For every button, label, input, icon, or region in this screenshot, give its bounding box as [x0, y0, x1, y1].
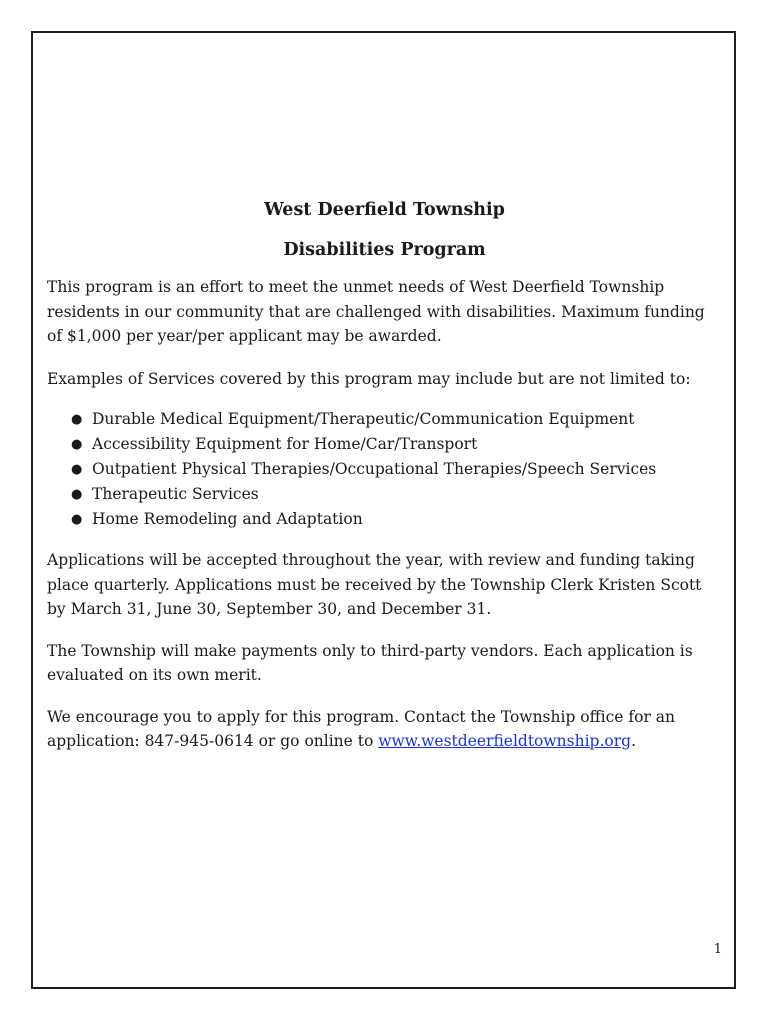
list-item — [71, 407, 722, 432]
contact-paragraph — [47, 705, 722, 754]
website-link[interactable]: www.westdeerfieldtownship.org — [378, 732, 632, 750]
service-label: Durable Medical Equipment/Therapeutic/Communication Equipment — [92, 410, 635, 428]
service-label: Home Remodeling and Adaptation — [92, 510, 363, 528]
intro-paragraph: This program is an effort to meet the unmet needs of West Deerfield Township residents in our community that are challenged with disabilities. Maximum funding of $1,000 per year/per applicant may be awarded. — [47, 278, 705, 345]
bullet-icon: ● — [71, 462, 83, 477]
document-subtitle: Disabilities Program — [283, 240, 486, 260]
list-item — [71, 482, 722, 507]
bullet-icon: ● — [71, 487, 83, 502]
list-item — [71, 432, 722, 457]
contact-suffix: . — [631, 732, 636, 750]
bullet-icon: ● — [71, 512, 83, 527]
applications-paragraph: Applications will be accepted throughout the year, with review and funding taking place quarterly. Applications must be received by the Township Clerk Kristen Scott by March 31, June 30, September 30, and December 31. — [47, 551, 702, 618]
bullet-icon: ● — [71, 437, 83, 452]
service-label: Accessibility Equipment for Home/Car/Transport — [92, 435, 478, 453]
service-label: Outpatient Physical Therapies/Occupational Therapies/Speech Services — [92, 460, 657, 478]
services-list — [47, 407, 722, 532]
service-label: Therapeutic Services — [92, 485, 259, 503]
list-item — [71, 507, 722, 532]
contact-text: We encourage you to apply for this program. Contact the Township office for an application: 847-945-0614 or go online to — [47, 707, 676, 750]
payments-paragraph: The Township will make payments only to third-party vendors. Each application is evaluated on its own merit. — [47, 641, 693, 684]
page-number: 1 — [713, 942, 722, 957]
examples-intro-paragraph: Examples of Services covered by this program may include but are not limited to: — [47, 369, 691, 388]
document-page — [31, 31, 736, 989]
list-item — [71, 457, 722, 482]
document-title: West Deerfield Township — [264, 200, 505, 220]
bullet-icon: ● — [71, 412, 83, 427]
document-content — [47, 199, 722, 754]
